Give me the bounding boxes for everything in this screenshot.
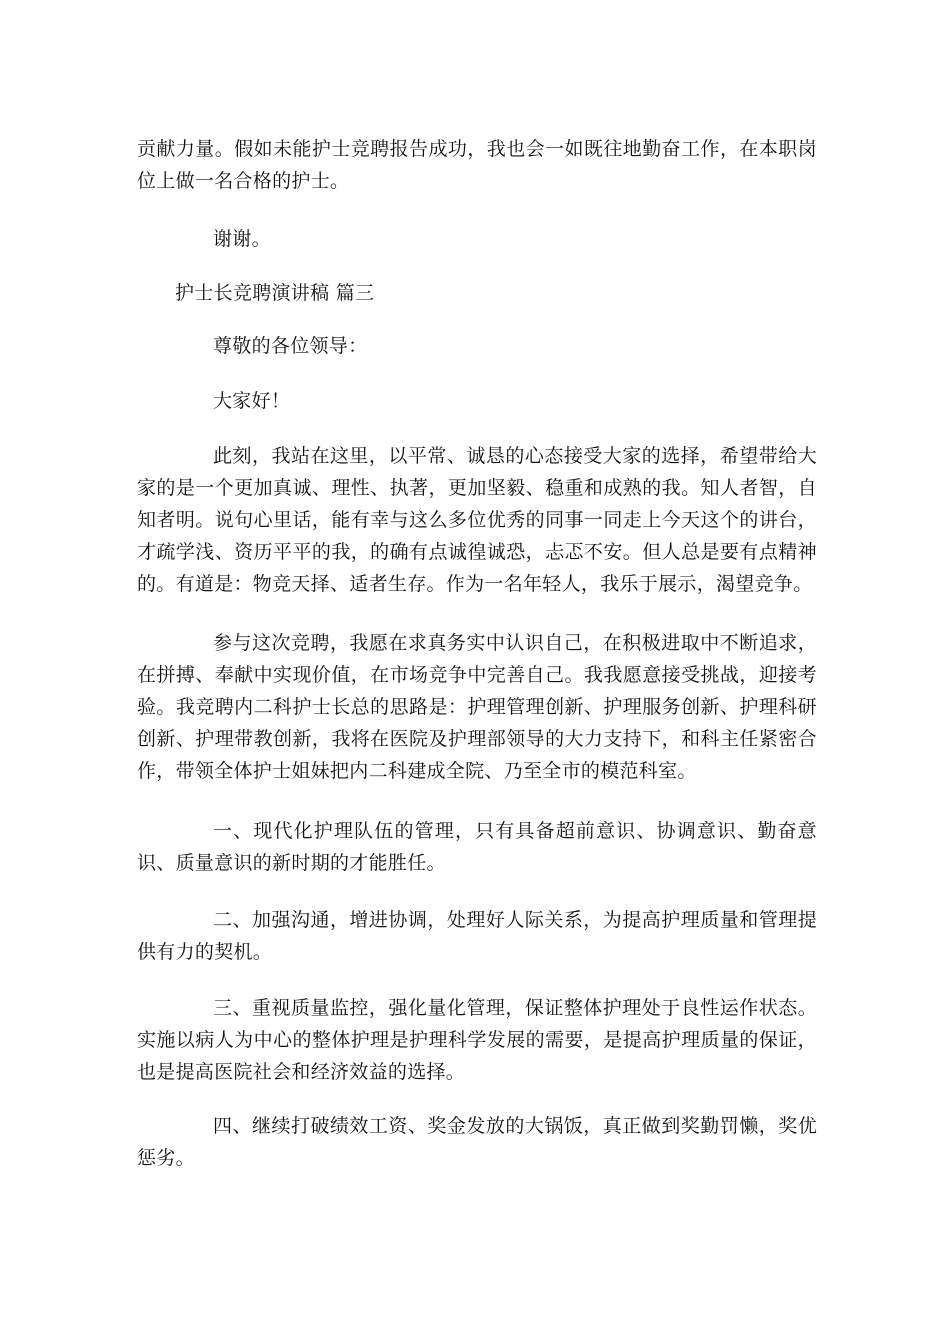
paragraph-point-3: 三、重视质量监控，强化量化管理，保证整体护理处于良性运作状态。实施以病人为中心的整体护理是护理科学发展的需要，是提高护理质量的保证，也是提高医院社会和经济效益的选择。	[137, 997, 817, 1083]
paragraph-body-1: 此刻，我站在这里，以平常、诚恳的心态接受大家的选择，希望带给大家的是一个更加真诚、理性、执著，更加坚毅、稳重和成熟的我。知人者智，自知者明。说句心里话，能有幸与这么多位优秀的同事一同走上今天这个的讲台，才疏学浅、资历平平的我，的确有点诚徨诚恐，忐忑不安。但人总是要有点精神的。有道是：物竞天择、适者生存。作为一名年轻人，我乐于展示，渴望竞争。	[137, 445, 817, 595]
paragraph-salutation: 尊敬的各位领导：	[213, 335, 368, 357]
paragraph-point-2: 二、加强沟通，增进协调，处理好人际关系，为提高护理质量和管理提供有力的契机。	[137, 909, 817, 963]
paragraph-body-2: 参与这次竞聘，我愿在求真务实中认识自己，在积极进取中不断追求，在拼搏、奉献中实现价值，在市场竞争中完善自己。我我愿意接受挑战，迎接考验。我竞聘内二科护士长总的思路是：护理管理创新、护理服务创新、护理科研创新、护理带教创新，我将在医院及护理部领导的大力支持下，和科主任紧密合作，带领全体护士姐妹把内二科建成全院、乃至全市的模范科室。	[137, 632, 817, 782]
paragraph-point-4: 四、继续打破绩效工资、奖金发放的大锅饭，真正做到奖勤罚懒，奖优惩劣。	[137, 1115, 817, 1169]
section-heading: 护士长竞聘演讲稿 篇三	[175, 282, 375, 304]
paragraph-continuation: 贡献力量。假如未能护士竞聘报告成功，我也会一如既往地勤奋工作，在本职岗位上做一名合格的护士。	[137, 138, 817, 192]
paragraph-thanks: 谢谢。	[213, 228, 271, 250]
paragraph-greeting: 大家好！	[213, 390, 291, 412]
paragraph-point-1: 一、现代化护理队伍的管理，只有具备超前意识、协调意识、勤奋意识、质量意识的新时期的才能胜任。	[137, 820, 817, 874]
